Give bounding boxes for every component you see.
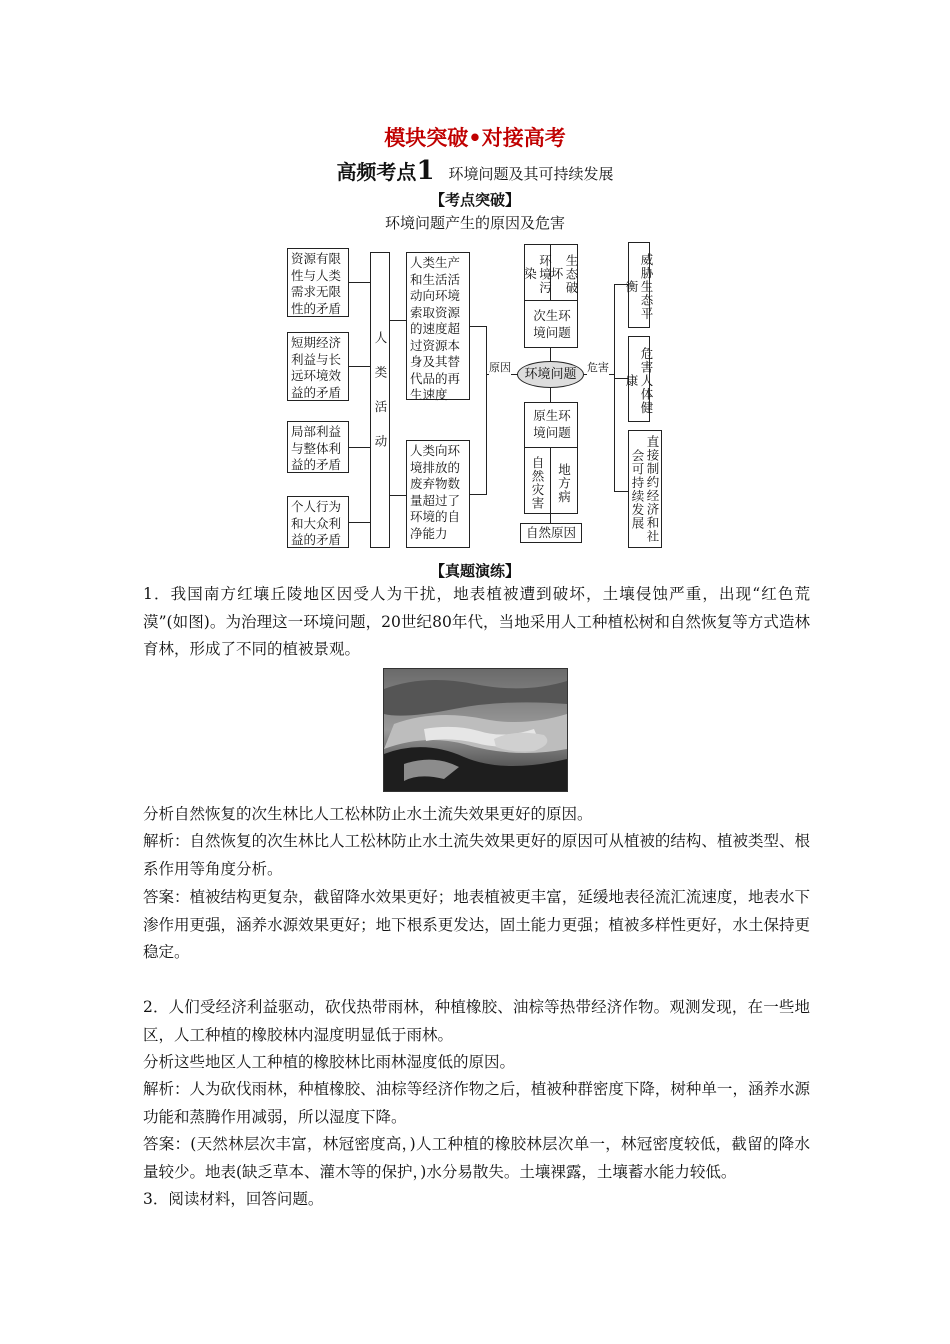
question-2-answer: 答案：(天然林层次丰富，林冠密度高，)人工种植的橡胶林层次单一，林冠密度较低，截留的降水量较少。地表(缺乏草本、灌木等的保护，)水分易散失。土壤裸露，土壤蓄水能力较低。 xyxy=(143,1135,810,1181)
question-1-answer: 答案：植被结构更复杂，截留降水效果更好；地表植被更丰富，延缓地表径流汇流速度，地表水下渗作用更强，涵养水源效果更好；地下根系更发达，固土能力更强；植被多样性更好，水土保持更稳定。 xyxy=(143,888,810,961)
harm-label: 危害 xyxy=(587,361,609,374)
question-2: 2．人们受经济利益驱动，砍伐热带雨林，种植橡胶、油棕等热带经济作物。观测发现，在一些地区，人工种植的橡胶林内湿度明显低于雨林。 xyxy=(143,998,810,1044)
question-2-ask: 分析这些地区人工种植的橡胶林比雨林湿度低的原因。 xyxy=(143,1053,516,1071)
pollution-label: 环境污染 xyxy=(522,253,553,295)
diagram-title: 环境问题产生的原因及危害 xyxy=(384,214,565,232)
harm-box: 危害人体健康 xyxy=(628,336,650,422)
question-2-analysis: 解析：人为砍伐雨林，种植橡胶、油棕等经济作物之后，植被种群密度下降，树种单一，涵养水源功能和蒸腾作用减弱，所以湿度下降。 xyxy=(143,1080,810,1126)
harm-box: 威胁生态平衡 xyxy=(628,242,650,328)
primary-problem-block xyxy=(524,402,578,514)
human-activity-box xyxy=(370,252,390,548)
contradiction-box: 资源有限性与人类需求无限性的矛盾 xyxy=(287,248,349,317)
reason-label: 原因 xyxy=(489,361,511,374)
question-1-ask: 分析自然恢复的次生林比人工松林防止水土流失效果更好的原因。 xyxy=(143,805,593,823)
secondary-label: 次生环境问题 xyxy=(533,308,571,340)
cause-harm-diagram xyxy=(283,240,668,552)
practice-heading: 【真题演练】 xyxy=(429,562,520,580)
cause-box: 人类生产和生活活动向环境索取资源的速度超过资源本身及其替代品的再生速度 xyxy=(406,252,470,400)
point-label: 高频考点 xyxy=(336,160,417,184)
harm-box: 直接制约经济和社会可持续发展 xyxy=(628,430,662,548)
natural-cause-box: 自然原因 xyxy=(520,523,582,543)
endemic-label: 地方病 xyxy=(556,463,572,504)
point-number: 1 xyxy=(416,156,435,186)
page-title: 模块突破•对接高考 xyxy=(384,126,566,150)
question-1-analysis: 解析：自然恢复的次生林比人工松林防止水土流失效果更好的原因可从植被的结构、植被类型、根系作用等角度分析。 xyxy=(143,832,810,878)
question-1: 1．我国南方红壤丘陵地区因受人为干扰，地表植被遭到破坏，土壤侵蚀严重，出现“红色荒漠”(如图)。为治理这一环境问题，20世纪80年代，当地采用人工种植松树和自然恢复等方式造林育林，形成了不同的植被景观。 xyxy=(143,585,810,658)
contradiction-box: 个人行为和大众利益的矛盾 xyxy=(287,496,349,548)
primary-label: 原生环境问题 xyxy=(533,408,571,440)
contradiction-box: 局部利益与整体利益的矛盾 xyxy=(287,421,349,473)
section-heading xyxy=(0,156,950,186)
cause-box: 人类向环境排放的废弃物数量超过了环境的自净能力 xyxy=(406,440,470,548)
secondary-problem-block xyxy=(524,244,578,348)
center-node: 环境问题 xyxy=(517,361,584,388)
question-3: 3．阅读材料，回答问题。 xyxy=(143,1190,324,1208)
breakthrough-heading: 【考点突破】 xyxy=(429,191,520,209)
red-desert-photo xyxy=(383,668,568,792)
point-topic: 环境问题及其可持续发展 xyxy=(448,165,614,183)
natural-disaster-label: 自然灾害 xyxy=(530,455,545,510)
contradiction-box: 短期经济利益与长远环境效益的矛盾 xyxy=(287,332,349,401)
human-activity-label: 人类活动 xyxy=(373,331,388,469)
destruction-label: 生态破坏 xyxy=(549,253,579,295)
